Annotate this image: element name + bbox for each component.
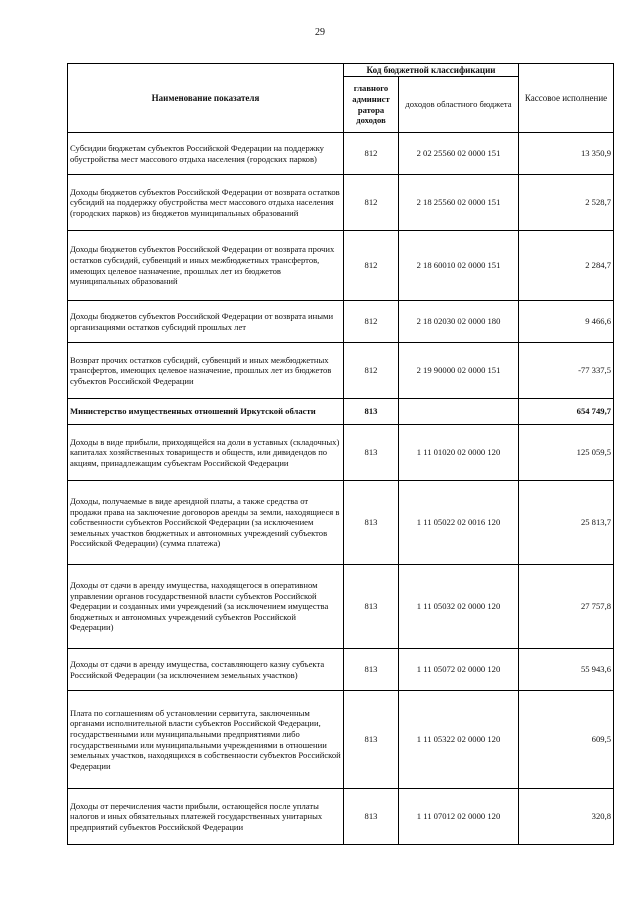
row-admin-code: 812: [344, 343, 399, 399]
row-amount: 13 350,9: [519, 133, 614, 175]
row-amount: 609,5: [519, 691, 614, 789]
row-name: Доходы, получаемые в виде арендной платы, а также средства от продажи права на заключение договоров аренды за земли, находящиеся в собственности субъектов Российской Федерации (за исключением земельных участков бюджетных и автономных учреждений субъектов Российской Федерации) (сумма платежа): [68, 481, 344, 565]
row-income-code: 1 11 01020 02 0000 120: [399, 425, 519, 481]
row-amount: 55 943,6: [519, 649, 614, 691]
row-amount: 9 466,6: [519, 301, 614, 343]
row-name: Доходы в виде прибыли, приходящейся на доли в уставных (складочных) капиталах хозяйственных товариществ и обществ, или дивидендов по акциям, принадлежащим субъектам Российской Федерации: [68, 425, 344, 481]
header-admin-code: главного админист ратора доходов: [344, 77, 399, 133]
row-amount: 125 059,5: [519, 425, 614, 481]
header-budget-code: Код бюджетной классификации: [344, 64, 519, 77]
row-income-code: [399, 399, 519, 425]
row-admin-code: 812: [344, 301, 399, 343]
row-income-code: 2 18 02030 02 0000 180: [399, 301, 519, 343]
row-amount: 27 757,8: [519, 565, 614, 649]
row-amount: 25 813,7: [519, 481, 614, 565]
row-amount: 320,8: [519, 789, 614, 845]
table-row: [68, 565, 614, 649]
table-row: [68, 691, 614, 789]
header-income-code: доходов областного бюджета: [399, 77, 519, 133]
row-name: Доходы от сдачи в аренду имущества, находящегося в оперативном управлении органов государственной власти субъектов Российской Федерации и созданных ими учреждений (за исключением имущества бюджетных и автономных учреждений субъектов Российской Федерации): [68, 565, 344, 649]
row-amount: -77 337,5: [519, 343, 614, 399]
table-row: [68, 481, 614, 565]
row-amount: 654 749,7: [519, 399, 614, 425]
row-income-code: 2 02 25560 02 0000 151: [399, 133, 519, 175]
row-admin-code: 812: [344, 133, 399, 175]
table-row: [68, 399, 614, 425]
page-number: 29: [315, 27, 325, 38]
row-name: Доходы от сдачи в аренду имущества, составляющего казну субъекта Российской Федерации (за исключением земельных участков): [68, 649, 344, 691]
row-income-code: 1 11 05072 02 0000 120: [399, 649, 519, 691]
budget-table: [67, 63, 614, 845]
row-income-code: 2 18 60010 02 0000 151: [399, 231, 519, 301]
row-admin-code: 812: [344, 175, 399, 231]
row-name: Доходы бюджетов субъектов Российской Федерации от возврата иными организациями остатков субсидий прошлых лет: [68, 301, 344, 343]
table-row: [68, 425, 614, 481]
row-admin-code: 813: [344, 481, 399, 565]
table-row: [68, 133, 614, 175]
table-row: [68, 649, 614, 691]
row-name: Субсидии бюджетам субъектов Российской Федерации на поддержку обустройства мест массового отдыха населения (городских парков): [68, 133, 344, 175]
row-income-code: 1 11 07012 02 0000 120: [399, 789, 519, 845]
row-name: Доходы бюджетов субъектов Российской Федерации от возврата остатков субсидий на поддержку обустройства мест массового отдыха населения (городских парков) из бюджетов муниципальных образований: [68, 175, 344, 231]
row-income-code: 2 18 25560 02 0000 151: [399, 175, 519, 231]
table-row: [68, 175, 614, 231]
table-row: [68, 343, 614, 399]
row-admin-code: 812: [344, 231, 399, 301]
row-income-code: 1 11 05032 02 0000 120: [399, 565, 519, 649]
row-income-code: 1 11 05322 02 0000 120: [399, 691, 519, 789]
row-income-code: 1 11 05022 02 0016 120: [399, 481, 519, 565]
table-row: [68, 301, 614, 343]
row-admin-code: 813: [344, 425, 399, 481]
header-name: Наименование показателя: [68, 64, 344, 133]
row-name: Доходы бюджетов субъектов Российской Федерации от возврата прочих остатков субсидий, субвенций и иных межбюджетных трансфертов, имеющих целевое назначение, прошлых лет из бюджетов муниципальных образований: [68, 231, 344, 301]
row-amount: 2 284,7: [519, 231, 614, 301]
table-row: [68, 789, 614, 845]
row-income-code: 2 19 90000 02 0000 151: [399, 343, 519, 399]
table-row: [68, 231, 614, 301]
row-admin-code: 813: [344, 399, 399, 425]
row-admin-code: 813: [344, 789, 399, 845]
row-name: Доходы от перечисления части прибыли, остающейся после уплаты налогов и иных обязательных платежей государственных унитарных предприятий субъектов Российской Федерации: [68, 789, 344, 845]
row-name: Министерство имущественных отношений Иркутской области: [68, 399, 344, 425]
row-admin-code: 813: [344, 649, 399, 691]
header-execution: Кассовое исполнение: [519, 64, 614, 133]
table-body: [68, 133, 614, 845]
row-admin-code: 813: [344, 565, 399, 649]
row-amount: 2 528,7: [519, 175, 614, 231]
row-name: Плата по соглашениям об установлении сервитута, заключенным органами исполнительной власти субъектов Российской Федерации, государственными или муниципальными предприятиями либо государственными или муниципальными учреждениями в отношении земельных участков, находящихся в собственности субъектов Российской Федерации: [68, 691, 344, 789]
row-admin-code: 813: [344, 691, 399, 789]
row-name: Возврат прочих остатков субсидий, субвенций и иных межбюджетных трансфертов, имеющих целевое назначение, прошлых лет из бюджетов субъектов Российской Федерации: [68, 343, 344, 399]
